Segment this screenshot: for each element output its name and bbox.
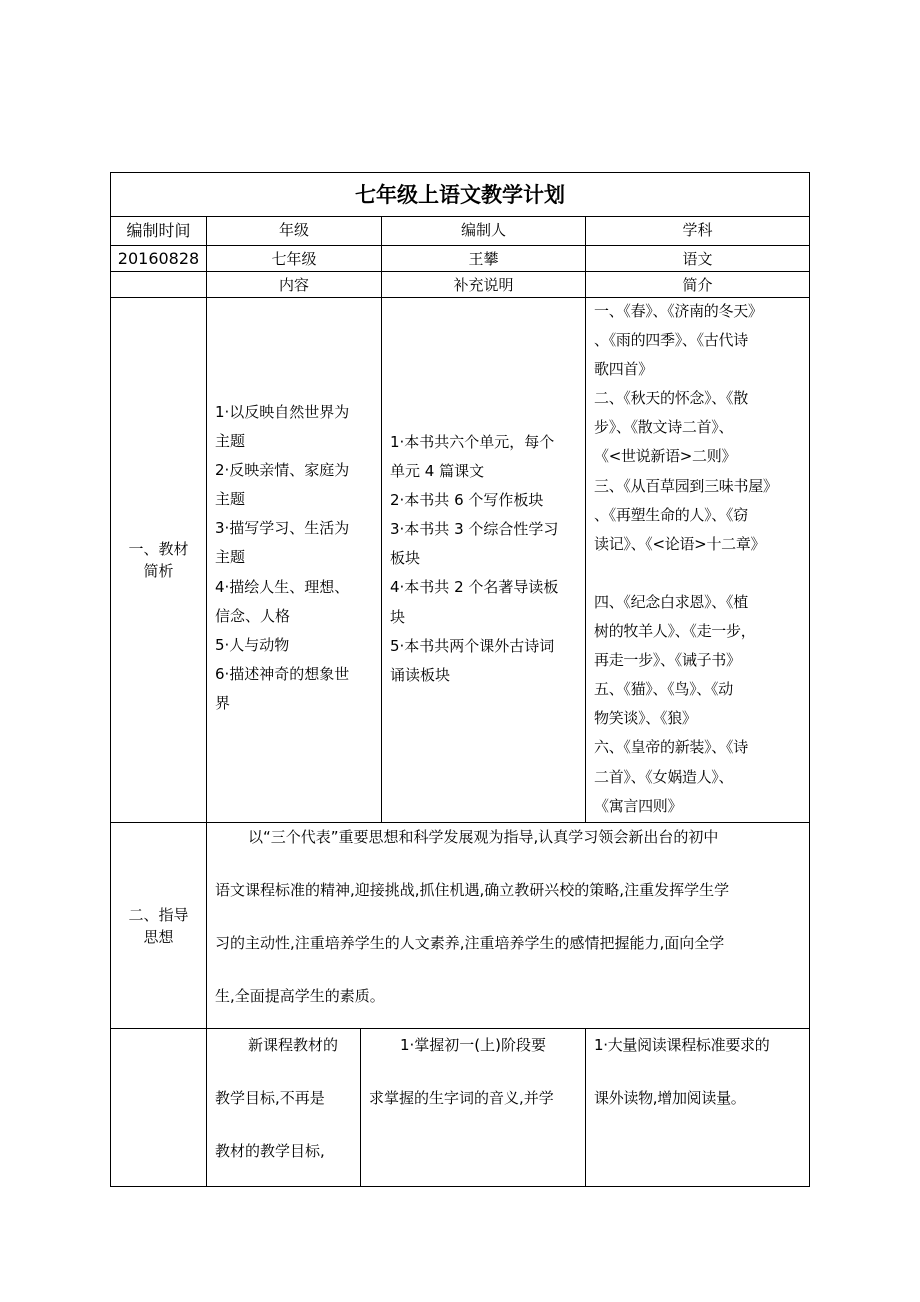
section1-label-line2: 简析 [143, 562, 174, 580]
table-rule [381, 216, 382, 823]
header-label-subject: 学科 [682, 221, 713, 239]
intro-line: 一、《春》、《济南的冬天》 [594, 302, 763, 320]
paragraph-line: 习的主动性,注重培养学生的人文素养,注重培养学生的感情把握能力,面向全学 [215, 934, 725, 952]
content-line: 3·描写学习、生活为 [215, 519, 350, 538]
section3-col4 [594, 1019, 769, 1125]
paragraph-line: 生,全面提高学生的素质。 [215, 987, 385, 1005]
content-line: 主题 [215, 432, 246, 451]
section3-line: 教材的教学目标, [215, 1142, 325, 1160]
document-title: 七年级上语文教学计划 [355, 182, 565, 207]
notes-line: 4·本书共 2 个名著导读板 [390, 578, 559, 597]
table-rule [585, 1028, 586, 1187]
section3-line: 新课程教材的 [248, 1036, 339, 1054]
header-value-subject: 语文 [682, 249, 713, 268]
header-label-author: 编制人 [460, 221, 506, 239]
content-line: 界 [215, 693, 231, 712]
section3-line: 1·大量阅读课程标准要求的 [594, 1036, 770, 1054]
header-value-date: 20160828 [117, 248, 200, 268]
content-line: 2·反映亲情、家庭为 [215, 461, 350, 480]
intro-line: 《寓言四则》 [594, 796, 683, 815]
header-value-author: 王攀 [468, 249, 499, 268]
notes-line: 3·本书共 3 个综合性学习 [390, 520, 559, 539]
section3-line: 教学目标,不再是 [215, 1089, 325, 1107]
notes-line: 2·本书共 6 个写作板块 [390, 491, 544, 510]
intro-line: 三、《从百草园到三味书屋》 [594, 476, 778, 495]
intro-line: 二首》、《女娲造人》、 [594, 767, 734, 786]
section2-paragraph [215, 811, 729, 1023]
intro-line [594, 559, 778, 588]
header-label-grade: 年级 [278, 221, 309, 239]
section2-label-line1: 二、指导 [128, 906, 189, 924]
section3-col3 [369, 1019, 554, 1125]
section2-label-line2: 思想 [143, 928, 174, 946]
header-label-date: 编制时间 [126, 221, 191, 240]
content-line: 4·描绘人生、理想、 [215, 577, 350, 596]
section1-intro [594, 297, 778, 821]
section3-line: 1·掌握初一(上)阶段要 [400, 1036, 547, 1054]
notes-line: 块 [390, 607, 406, 626]
intro-line: 四、《纪念白求恩》、《植 [594, 592, 748, 611]
notes-line: 1·本书共六个单元，每个 [390, 433, 555, 451]
table-rule [360, 1028, 361, 1187]
intro-line: 《<世说新语>二则》 [594, 447, 737, 466]
intro-line: 六、《皇帝的新装》、《诗 [594, 738, 748, 757]
table-rule [585, 216, 586, 823]
content-line: 主题 [215, 548, 246, 567]
notes-line: 板块 [390, 549, 421, 568]
section1-content [215, 398, 349, 718]
intro-line: 五、《猫》、《鸟》、《动 [594, 680, 733, 699]
content-line: 6·描述神奇的想象世 [215, 664, 350, 683]
paragraph-line: 语文课程标准的精神,迎接挑战,抓住机遇,确立教研兴校的策略,注重发挥学生学 [215, 881, 730, 899]
intro-line: 、《再塑生命的人》、《窃 [594, 505, 748, 524]
content-line: 1·以反映自然世界为 [215, 403, 350, 421]
intro-line: 二、《秋天的怀念》、《散 [594, 389, 748, 408]
section1-label-line1: 一、教材 [128, 540, 189, 558]
section3-line: 课外读物,增加阅读量。 [594, 1089, 746, 1107]
content-line: 5·人与动物 [215, 635, 290, 654]
section1-label [111, 538, 206, 582]
intro-line: 、《雨的四季》、《古代诗 [594, 331, 748, 350]
notes-line: 诵读板块 [390, 665, 451, 684]
section3-col2 [215, 1019, 338, 1178]
section3-line: 求掌握的生字词的音义,并学 [369, 1089, 554, 1107]
intro-line: 步》、《散文诗二首》、 [594, 418, 734, 437]
intro-line: 树的牧羊人》、《走一步， [594, 622, 756, 641]
table-border [809, 172, 810, 1187]
notes-line: 单元 4 篇课文 [390, 462, 485, 481]
section1-notes [390, 428, 558, 690]
subheader-content: 内容 [278, 275, 309, 294]
intro-line: 再走一步》、《诫子书》 [594, 651, 741, 670]
table-rule [206, 216, 207, 1187]
table-border [110, 172, 111, 1187]
content-line: 信念、人格 [215, 606, 291, 625]
subheader-notes: 补充说明 [453, 275, 514, 294]
intro-line: 歌四首》 [594, 360, 653, 379]
intro-line: 读记》、《<论语>十二章》 [594, 534, 766, 553]
intro-line: 物笑谈》、《狼》 [594, 709, 697, 728]
content-line: 主题 [215, 490, 246, 509]
subheader-intro: 简介 [682, 275, 713, 294]
header-value-grade: 七年级 [271, 249, 317, 268]
table-border [110, 1186, 810, 1187]
section2-label [111, 904, 206, 948]
notes-line: 5·本书共两个课外古诗词 [390, 636, 555, 655]
paragraph-line: 以“三个代表”重要思想和科学发展观为指导,认真学习领会新出台的初中 [248, 828, 719, 846]
